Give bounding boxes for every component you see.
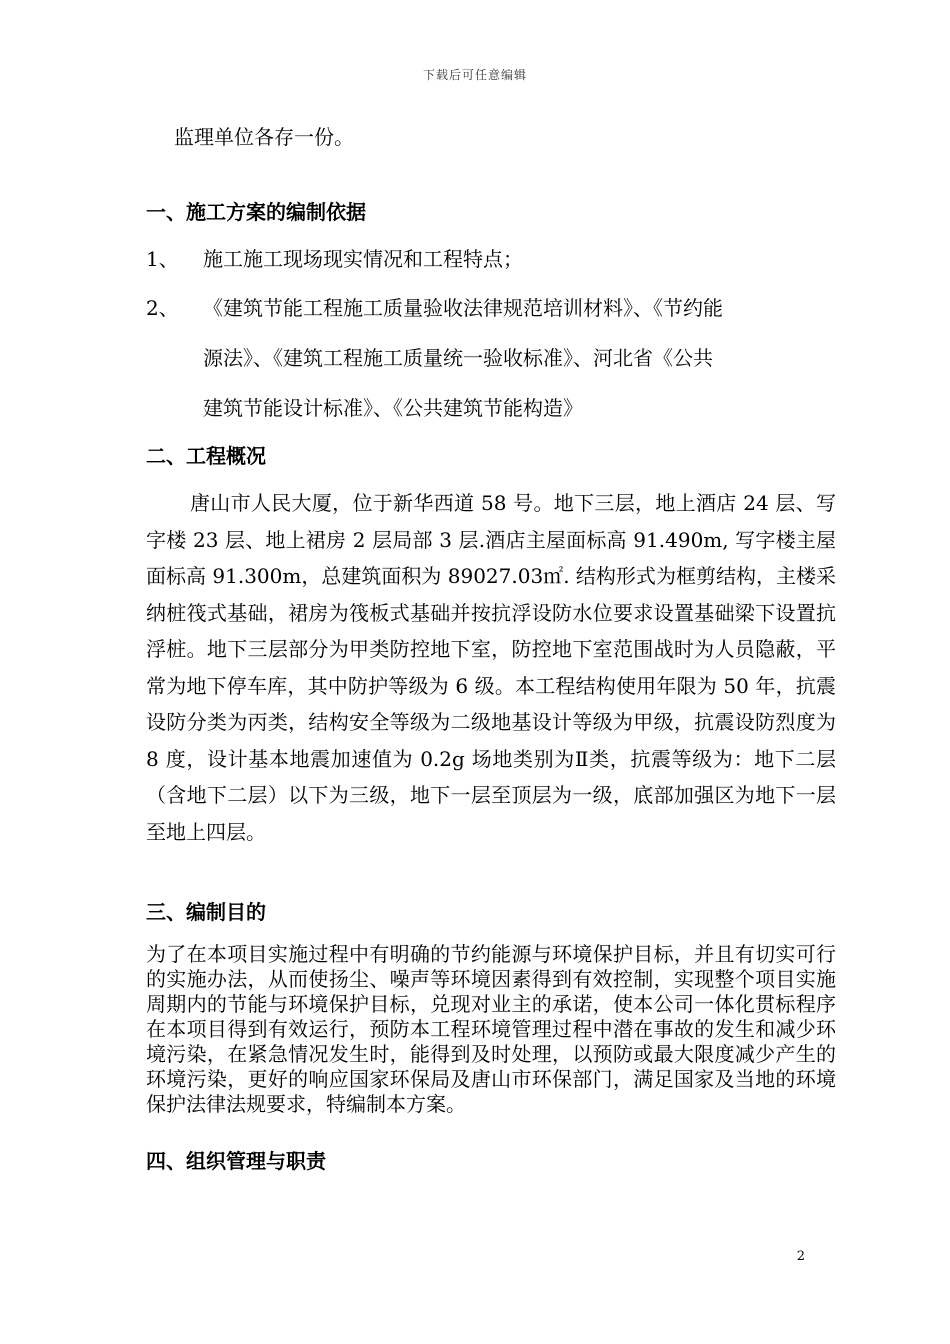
list-item-2-number: 2、	[146, 296, 179, 320]
section2-title: 二、工程概况	[146, 444, 266, 468]
page-number: 2	[796, 1249, 805, 1264]
list-item-1-text: 施工施工现场现实情况和工程特点；	[203, 247, 523, 271]
section4-title: 四、组织管理与职责	[146, 1149, 326, 1173]
header-note: 下载后可任意编辑	[422, 68, 527, 82]
list-item-1-number: 1、	[146, 247, 179, 271]
intro-line: 监理单位各存一份。	[174, 125, 354, 149]
list-item-2-line-3: 建筑节能设计标准》、《公共建筑节能构造》	[203, 396, 583, 420]
list-item-2-line-1: 《建筑节能工程施工质量验收法律规范培训材料》、《节约能	[203, 296, 723, 320]
list-item-2-line-2: 源法》、《建筑工程施工质量统一验收标准》、河北省《公共	[203, 346, 713, 370]
section3-paragraph: 为了在本项目实施过程中有明确的节约能源与环境保护目标，并且有切实可行的实施办法，从而使扬尘、噪声等环境因素得到有效控制，实现整个项目实施周期内的节能与环境保护目标，兑现对业主的承诺，使本公司一体化贯标程序在本项目得到有效运行，预防本工程环境管理过程中潜在事故的发生和减少环境污染，在紧急情况发生时，能得到及时处理，以预防或最大限度减少产生的环境污染，更好的响应国家环保局及唐山市环保部门，满足国家及当地的环境保护法律法规要求，特编制本方案。	[146, 942, 836, 1116]
section1-title: 一、施工方案的编制依据	[146, 200, 366, 224]
section2-paragraph: 唐山市人民大厦，位于新华西道 58 号。地下三层，地上酒店 24 层、写字楼 23 层、地上裙房 2 层局部 3 层.酒店主屋面标高 91.490m, 写字楼主屋面标高 91.300m，总建筑面积为 89027.03㎡. 结构形式为框剪结构，主楼采纳桩筏式基础，裙房为筏板式基础并按抗浮设防水位要求设置基础梁下设置抗浮桩。地下三层部分为甲类防控地下室，防控地下室范围战时为人员隐蔽，平常为地下停车库，其中防护等级为 6 级。本工程结构使用年限为 50 年，抗震设防分类为丙类，结构安全等级为二级地基设计等级为甲级，抗震设防烈度为 8 度，设计基本地震加速值为 0.2g 场地类别为Ⅱ类，抗震等级为：地下二层（含地下二层）以下为三级，地下一层至顶层为一级，底部加强区为地下一层至地上四层。	[146, 491, 836, 844]
section3-title: 三、编制目的	[146, 900, 266, 924]
